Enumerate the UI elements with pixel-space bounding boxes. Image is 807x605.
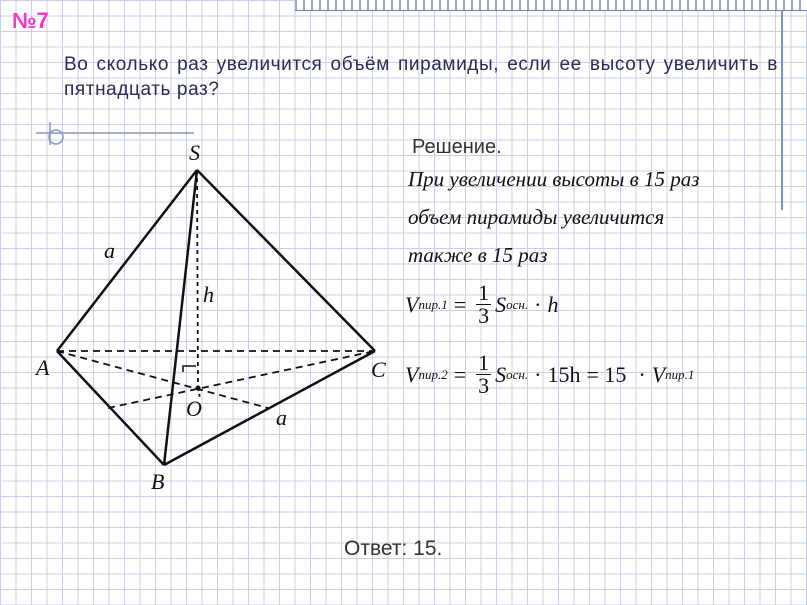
- label-a-left: a: [104, 238, 115, 263]
- fraction-denominator: 3: [478, 303, 490, 328]
- edge-SA: [57, 170, 197, 351]
- median-C: [108, 351, 375, 408]
- label-h: h: [203, 282, 214, 307]
- formula-subscript: пир.1: [418, 296, 448, 312]
- formula-v2: [405, 352, 694, 397]
- formula-operator: =: [453, 361, 467, 387]
- edge-SC: [197, 170, 375, 351]
- problem-question: Во сколько раз увеличится объём пирамиды, если ее высоту увеличить в пятнадцать раз?: [64, 54, 778, 100]
- formula-symbol: V: [405, 361, 419, 387]
- solution-heading: Решение.: [412, 136, 502, 158]
- formula-symbol: V: [405, 291, 419, 317]
- label-a-right: a: [276, 405, 287, 430]
- formula-subscript: пир.1: [665, 366, 695, 382]
- formula-operator: ·: [534, 361, 542, 387]
- point-O: [196, 386, 201, 391]
- fraction-numerator: 1: [478, 280, 490, 305]
- answer: Ответ: 15.: [344, 537, 443, 560]
- height-h: [197, 170, 198, 388]
- problem-number: №7: [12, 8, 49, 33]
- fraction-numerator: 1: [478, 350, 490, 375]
- label-C: C: [371, 357, 386, 382]
- formula-symbol: h: [547, 291, 559, 317]
- decorative-circle: [49, 130, 63, 144]
- formula-subscript: осн.: [506, 296, 529, 312]
- formula-symbol: V: [651, 361, 666, 387]
- label-O: O: [186, 396, 202, 421]
- formula-term: 15h: [547, 361, 581, 387]
- formula-operator: = 15: [586, 361, 627, 387]
- formula-operator: =: [453, 291, 467, 317]
- explanation-line: также в 15 раз: [408, 243, 548, 267]
- formula-operator: ·: [534, 291, 542, 317]
- explanation-line: объем пирамиды увеличится: [408, 205, 665, 229]
- median-A: [57, 351, 268, 408]
- fraction-one-third: [476, 282, 491, 327]
- formula-v1: [405, 282, 558, 327]
- formula-subscript: осн.: [506, 366, 529, 382]
- formula-operator: ·: [638, 361, 646, 387]
- fraction-denominator: 3: [478, 373, 490, 398]
- formula-symbol: S: [495, 291, 507, 317]
- solution-explanation: [408, 160, 778, 274]
- label-A: A: [36, 355, 50, 380]
- explanation-line: При увеличении высоты в 15 раз: [408, 167, 700, 191]
- label-B: B: [151, 469, 165, 494]
- right-angle-marker: [183, 366, 196, 372]
- formula-subscript: пир.2: [418, 366, 448, 382]
- label-S: S: [189, 140, 200, 165]
- formula-symbol: S: [495, 361, 507, 387]
- fraction-one-third: [476, 352, 491, 397]
